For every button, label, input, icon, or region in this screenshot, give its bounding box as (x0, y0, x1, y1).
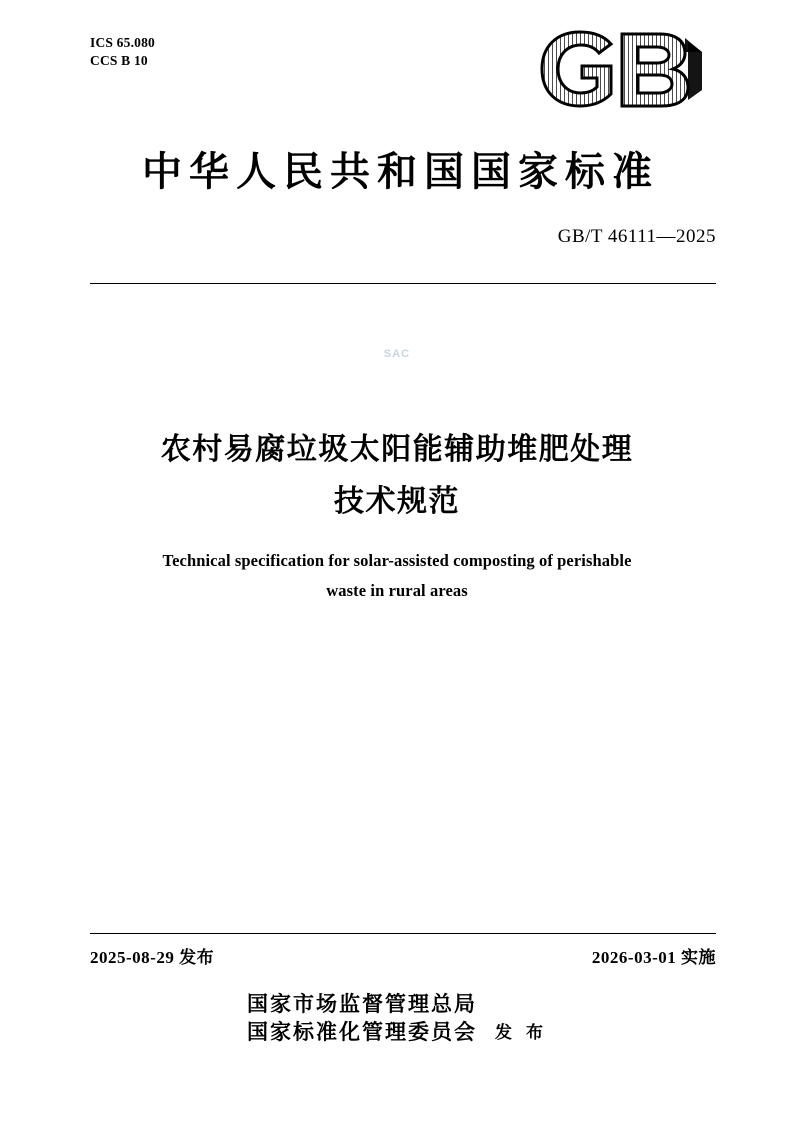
document-title-en (110, 546, 684, 606)
issuer-names (247, 990, 477, 1046)
document-title-en-line1: Technical specification for solar-assisted composting of perishable (162, 551, 632, 570)
divider-top (90, 283, 716, 284)
document-title-en-line2: waste in rural areas (326, 581, 468, 600)
document-title-cn-line1: 农村易腐垃圾太阳能辅助堆肥处理 (160, 432, 634, 467)
dates-row (90, 943, 716, 968)
issuer-line-1: 国家市场监督管理总局 (247, 991, 478, 1016)
issue-date: 2025-08-29 发布 (90, 948, 215, 967)
document-title-cn (100, 424, 694, 528)
standard-number: GB/T 46111—2025 (557, 226, 716, 247)
ccs-code: CCS B 10 (90, 53, 148, 69)
divider-bottom (90, 933, 716, 934)
issue-word: 发 布 (495, 1023, 547, 1043)
issuer-line-2: 国家标准化管理委员会 (247, 1019, 478, 1044)
document-title-cn-line2: 技术规范 (334, 484, 460, 519)
ics-code: ICS 65.080 (90, 35, 156, 50)
gb-emblem-icon (536, 28, 716, 110)
national-standard-heading: 中华人民共和国国家标准 (142, 148, 659, 195)
sac-watermark: SAC (383, 348, 411, 360)
issuing-organizations (0, 990, 794, 1046)
classification-codes (90, 34, 155, 70)
implementation-date: 2026-03-01 实施 (591, 948, 716, 967)
